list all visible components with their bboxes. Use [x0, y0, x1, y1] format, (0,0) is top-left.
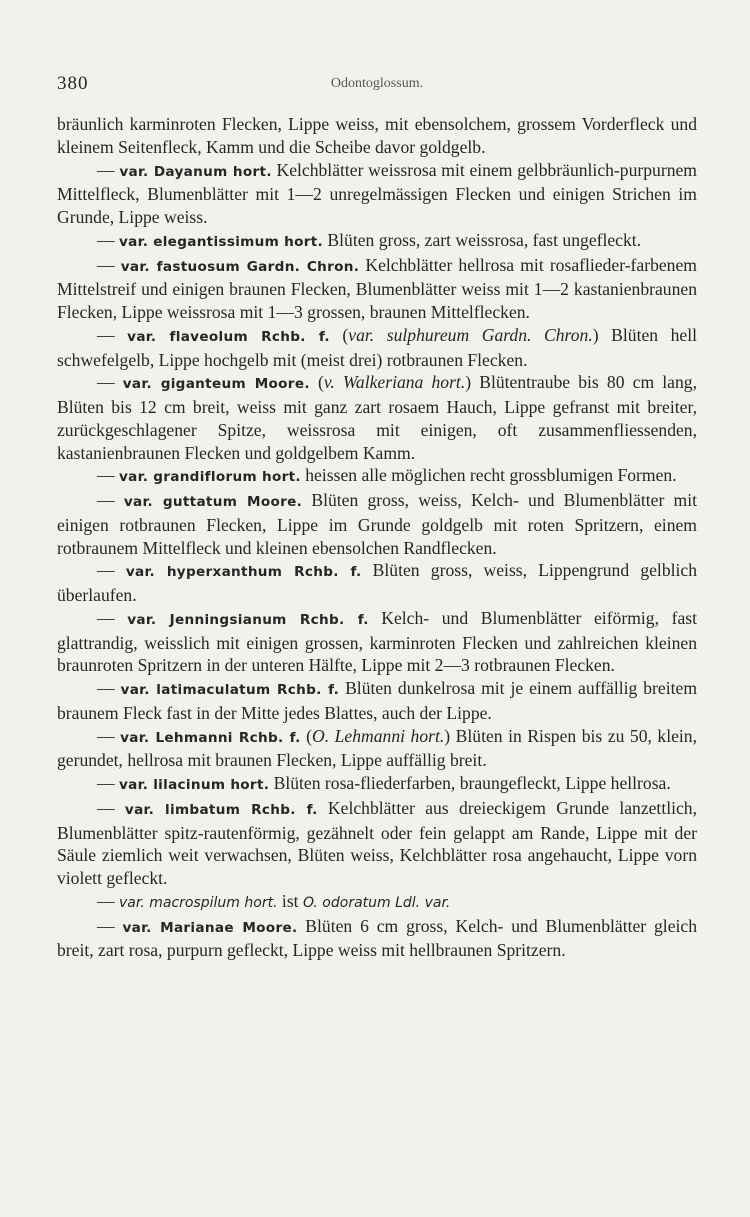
paragraph	[57, 229, 697, 254]
variety-name: var. fastuosum Gardn. Chron.	[120, 258, 360, 275]
body-text	[57, 113, 697, 962]
text-run: —	[97, 159, 120, 180]
text-run: —	[97, 607, 128, 628]
variety-name: var. flaveolum Rchb. f.	[127, 328, 330, 345]
text-run: —	[97, 678, 121, 698]
paragraph	[57, 677, 697, 725]
variety-name: var. hyperxanthum Rchb. f.	[125, 564, 362, 581]
paragraph	[57, 915, 697, 963]
text-run: —	[97, 324, 128, 345]
text-run: (	[300, 725, 313, 746]
text-run: (	[329, 324, 349, 345]
text-run: ) Blüten in Rispen bis zu 50, klein, gerundet, hellrosa mit braunen Flecken, Lippe auffällig breit.	[57, 725, 697, 771]
paragraph	[57, 725, 697, 773]
text-run: —	[97, 797, 125, 818]
text-run: Blüten dunkelrosa mit je einem auffällig breitem braunem Fleck fast in der Mitte jedes Blattes, auch der Lippe.	[57, 678, 697, 723]
variety-name: var. Marianae Moore.	[122, 919, 298, 936]
paragraph	[57, 159, 697, 229]
paragraph	[57, 607, 697, 677]
paragraph	[57, 890, 697, 915]
text-run: —	[97, 725, 121, 746]
page-number: 380	[57, 73, 89, 94]
text-run: ist	[277, 890, 303, 911]
text-run: —	[97, 773, 119, 793]
synonym-text: O. Lehmanni hort.	[312, 725, 445, 746]
variety-name: var. lilacinum hort.	[119, 777, 270, 793]
variety-reference: O. odoratum Ldl. var.	[302, 894, 451, 911]
running-title: Odontoglossum.	[330, 76, 424, 91]
text-run: Blüten gross, weiss, Kelch- und Blumenblätter mit einigen rotbraunen Flecken, Lippe im Grunde goldgelb mit roten Spritzern, einem rotbraunem Mittelfleck und kleinen ebensolchen Randflecken.	[57, 490, 697, 558]
text-run: —	[97, 229, 119, 250]
text-run: Blüten rosa-fliederfarben, braungefleckt, Lippe hellrosa.	[269, 773, 671, 793]
variety-name: var. latimaculatum Rchb. f.	[120, 682, 340, 698]
text-run: bräunlich karminroten Flecken, Lippe weiss, mit ebensolchem, grossem Vorderfleck und kleinem Seitenfleck, Kamm und die Scheibe davor goldgelb.	[57, 114, 697, 157]
text-run: —	[97, 560, 126, 581]
text-run: Blüten gross, weiss, Lippengrund gelblich überlaufen.	[57, 560, 698, 605]
paragraph	[57, 324, 697, 372]
text-run: Kelchblätter weissrosa mit einem gelbbräunlich-purpurnem Mittelfleck, Blumenblätter mit 1—2 unregelmässigen Flecken und einigen Strichen im Grunde, Lippe weiss.	[57, 159, 697, 227]
paragraph	[57, 254, 697, 324]
paragraph	[57, 371, 697, 464]
paragraph	[57, 772, 697, 797]
text-run: Kelch- und Blumenblätter eiförmig, fast glattrandig, weisslich mit einigen grossen, karminroten Flecken und zahlreichen kleinen braunroten Spritzern in der unteren Hälfte, Lippe mit 2—3 rotbraunen Flecken.	[57, 607, 697, 676]
text-run: ) Blütentraube bis 80 cm lang, Blüten bis 12 cm breit, weiss mit ganz zart rosaem Hauch, Lippe gefranst mit breiter, zurückgeschlagener Spitze, weissrosa mit einigen, oft zusammenfliessenden, kastanienbraunen Flecken und goldgelbem Kamm.	[57, 372, 697, 463]
text-run: —	[97, 915, 123, 936]
variety-reference: var. macrospilum hort.	[119, 894, 278, 911]
synonym-text: v. Walkeriana hort.	[323, 372, 466, 393]
variety-name: var. Dayanum hort.	[119, 163, 272, 180]
text-run: heissen alle möglichen recht grossblumigen Formen.	[300, 465, 677, 486]
paragraph	[57, 113, 697, 159]
synonym-text: var. sulphureum Gardn. Chron.	[348, 324, 593, 345]
paragraph	[57, 464, 697, 489]
variety-name: var. giganteum Moore.	[122, 376, 310, 393]
text-run: Kelchblätter aus dreieckigem Grunde lanzettlich, Blumenblätter spitz-rautenförmig, gezähnelt oder fein gelappt am Rande, Lippe mit der Säule ziemlich weit verwachsen, Blüten weiss, Kelchblätter rosa angehaucht, Lippe vorn violett gefleckt.	[57, 797, 697, 888]
text-run: —	[97, 372, 123, 393]
text-run: —	[97, 465, 119, 486]
page-header	[57, 73, 697, 99]
variety-name: var. guttatum Moore.	[123, 494, 303, 510]
text-run: (	[309, 372, 324, 393]
text-run: —	[97, 490, 124, 510]
paragraph	[57, 489, 697, 559]
variety-name: var. limbatum Rchb. f.	[124, 801, 318, 818]
text-run: Blüten 6 cm gross, Kelch- und Blumenblätter gleich breit, zart rosa, purpurn gefleckt, Lippe weiss mit hellbraunen Spritzern.	[57, 915, 697, 961]
text-run: Blüten gross, zart weissrosa, fast ungefleckt.	[323, 229, 642, 250]
variety-name: var. Jenningsianum Rchb. f.	[127, 611, 369, 628]
variety-name: var. grandiflorum hort.	[119, 469, 301, 486]
text-run: ) Blüten hell schwefelgelb, Lippe hochgelb mit (meist drei) rotbraunen Flecken.	[57, 324, 698, 370]
paragraph	[57, 797, 697, 890]
text-run: Kelchblätter hellrosa mit rosaflieder-farbenem Mittelstreif und einigen braunen Flecken, Blumenblätter weiss mit 1—2 kastanienbraunen Flecken, Lippe weissrosa mit 1—3 grossen, braunen Mittelflecken.	[57, 254, 697, 322]
text-run: —	[97, 890, 119, 911]
paragraph	[57, 559, 697, 607]
variety-name: var. elegantissimum hort.	[119, 233, 323, 250]
text-run: —	[97, 254, 121, 275]
variety-name: var. Lehmanni Rchb. f.	[120, 729, 301, 746]
